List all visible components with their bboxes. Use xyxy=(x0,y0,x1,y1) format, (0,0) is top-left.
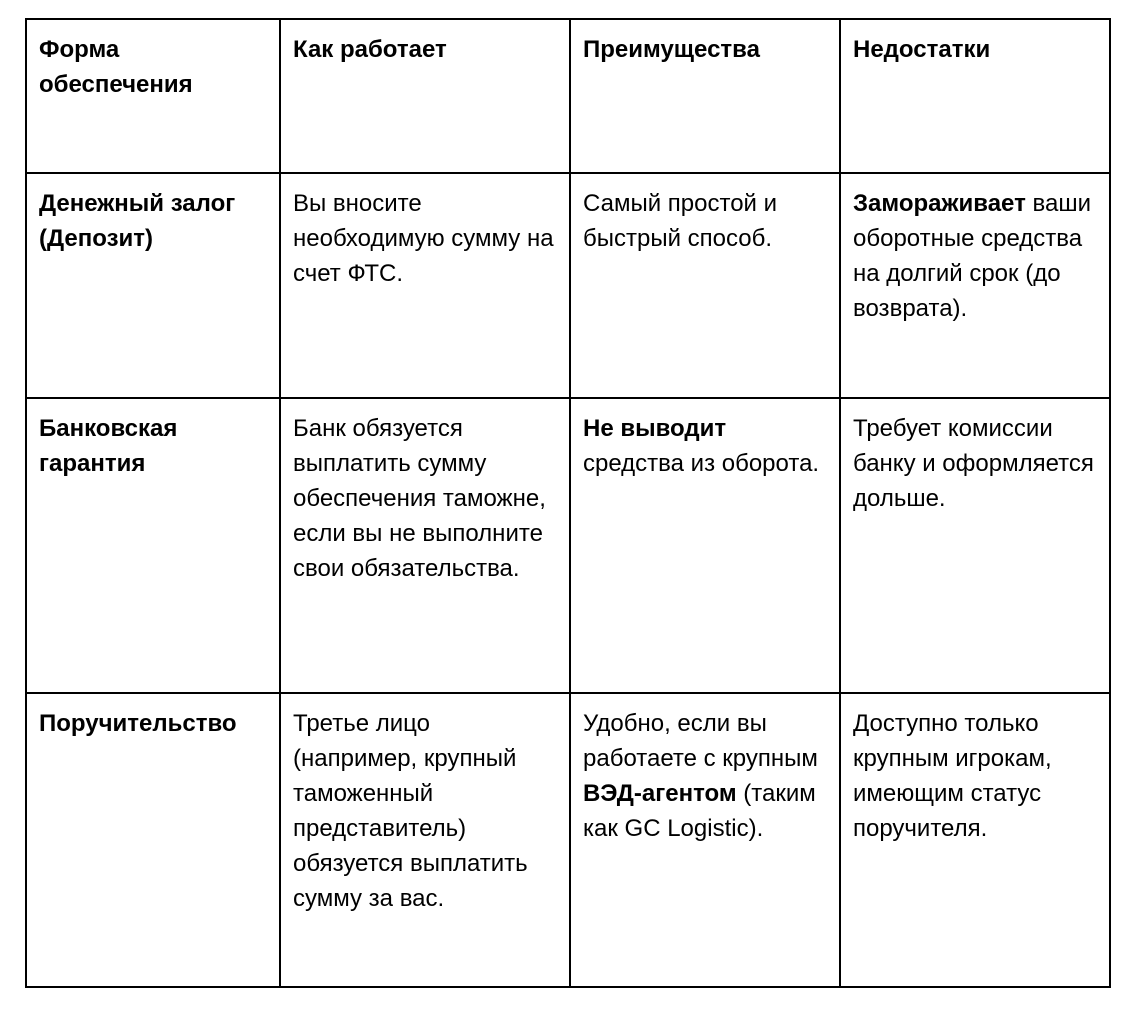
header-form: Форма обеспечения xyxy=(26,19,280,173)
cell-pros-emphasis: Не выводит xyxy=(583,415,727,442)
cell-how: Банк обязуется выплатить сумму обеспечения таможне, если вы не выполните свои обязательства. xyxy=(280,398,570,693)
cell-cons xyxy=(840,173,1110,398)
cell-how: Третье лицо (например, крупный таможенный представитель) обязуется выплатить сумму за вас. xyxy=(280,693,570,987)
cell-pros-text: средства из оборота. xyxy=(583,450,820,477)
cell-form: Банковская гарантия xyxy=(26,398,280,693)
cell-cons: Требует комиссии банку и оформляется дольше. xyxy=(840,398,1110,693)
header-pros: Преимущества xyxy=(570,19,840,173)
cell-cons-text: ваши оборотные средства на долгий срок (до возврата). xyxy=(853,190,1091,322)
cell-pros-text-end: (таким как GC Logistic). xyxy=(583,780,816,842)
cell-cons: Доступно только крупным игрокам, имеющим статус поручителя. xyxy=(840,693,1110,987)
cell-cons-emphasis: Замораживает xyxy=(853,190,1026,217)
guarantee-forms-table xyxy=(25,18,1111,988)
cell-how: Вы вносите необходимую сумму на счет ФТС. xyxy=(280,173,570,398)
cell-pros-emphasis: ВЭД-агентом xyxy=(583,780,737,807)
cell-pros: Самый простой и быстрый способ. xyxy=(570,173,840,398)
cell-pros xyxy=(570,693,840,987)
header-how: Как работает xyxy=(280,19,570,173)
table-row xyxy=(26,693,1110,987)
cell-form: Денежный залог (Депозит) xyxy=(26,173,280,398)
header-cons: Недостатки xyxy=(840,19,1110,173)
cell-form: Поручительство xyxy=(26,693,280,987)
table-header-row xyxy=(26,19,1110,173)
cell-pros xyxy=(570,398,840,693)
table-row xyxy=(26,173,1110,398)
table-row xyxy=(26,398,1110,693)
cell-pros-text: Удобно, если вы работаете с крупным xyxy=(583,710,818,772)
